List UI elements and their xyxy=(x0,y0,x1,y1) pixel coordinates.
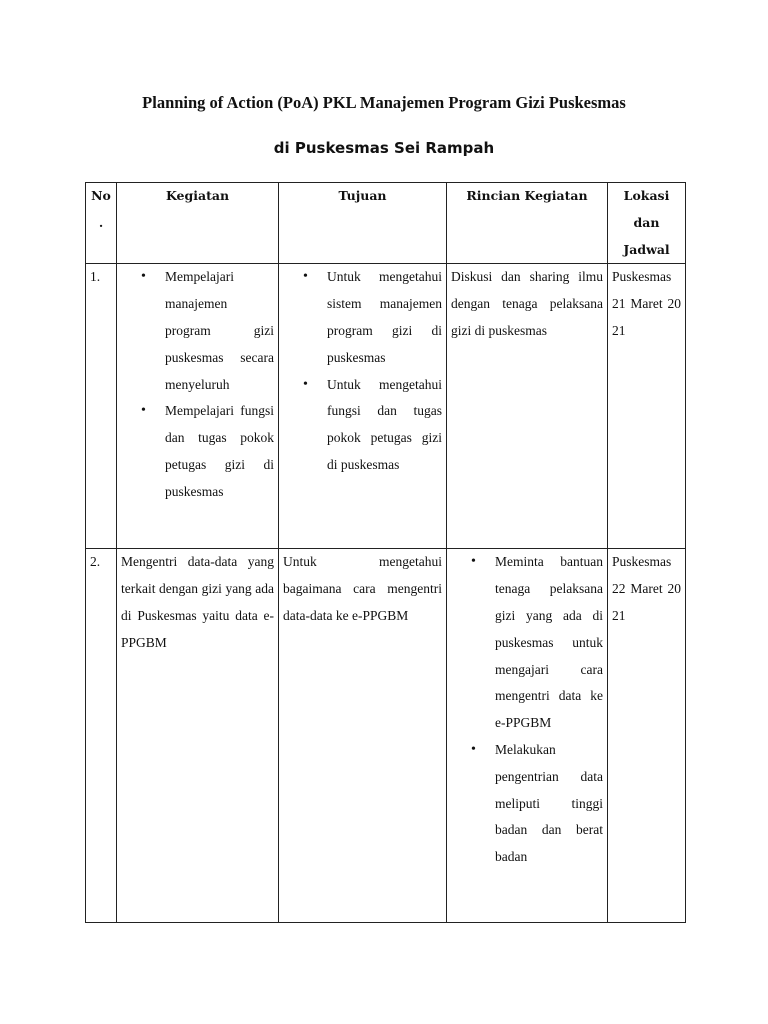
header-lokasi: Lokasi dan Jadwal xyxy=(608,183,686,264)
document-subtitle: di Puskesmas Sei Rampah xyxy=(273,139,495,157)
jadwal-text: 22 Maret 2021 xyxy=(612,581,681,623)
kegiatan-list xyxy=(121,264,274,505)
rincian-cell xyxy=(447,549,608,923)
tujuan-cell: Untuk mengetahui bagaimana cara mengentri data-data ke e-PPGBM xyxy=(279,549,447,923)
tujuan-list xyxy=(283,264,442,478)
table-header-row xyxy=(86,183,686,264)
lokasi-cell xyxy=(608,549,686,923)
list-item: • Melakukan pengentrian data meliputi tinggi badan dan berat badan xyxy=(495,737,603,871)
kegiatan-cell xyxy=(117,264,279,549)
header-tujuan: Tujuan xyxy=(279,183,447,264)
poa-table xyxy=(85,182,686,923)
header-kegiatan: Kegiatan xyxy=(117,183,279,264)
list-item: • Untuk mengetahui fungsi dan tugas pokok petugas gizi di puskesmas xyxy=(327,372,442,479)
tujuan-cell xyxy=(279,264,447,549)
row-number: 1. xyxy=(86,264,117,549)
jadwal-text: 21 Maret 2021 xyxy=(612,296,681,338)
header-rincian: Rincian Kegiatan xyxy=(447,183,608,264)
kegiatan-cell: Mengentri data-data yang terkait dengan gizi yang ada di Puskesmas yaitu data e-PPGBM xyxy=(117,549,279,923)
list-item: • Mempelajari manajemen program gizi puskesmas secara menyeluruh xyxy=(165,264,274,398)
lokasi-cell xyxy=(608,264,686,549)
list-item: • Mempelajari fungsi dan tugas pokok petugas gizi di puskesmas xyxy=(165,398,274,505)
document-title: Planning of Action (PoA) PKL Manajemen Program Gizi Puskesmas xyxy=(142,93,626,112)
table-row xyxy=(86,264,686,549)
rincian-cell: Diskusi dan sharing ilmu dengan tenaga pelaksana gizi di puskesmas xyxy=(447,264,608,549)
row-number: 2. xyxy=(86,549,117,923)
list-item: • Meminta bantuan tenaga pelaksana gizi yang ada di puskesmas untuk mengajari cara mengentri data ke e-PPGBM xyxy=(495,549,603,737)
list-item: • Untuk mengetahui sistem manajemen program gizi di puskesmas xyxy=(327,264,442,371)
rincian-list xyxy=(451,549,603,871)
table-row xyxy=(86,549,686,923)
lokasi-text: Puskesmas xyxy=(612,269,672,285)
lokasi-text: Puskesmas xyxy=(612,554,672,570)
header-no: No . xyxy=(86,183,117,264)
